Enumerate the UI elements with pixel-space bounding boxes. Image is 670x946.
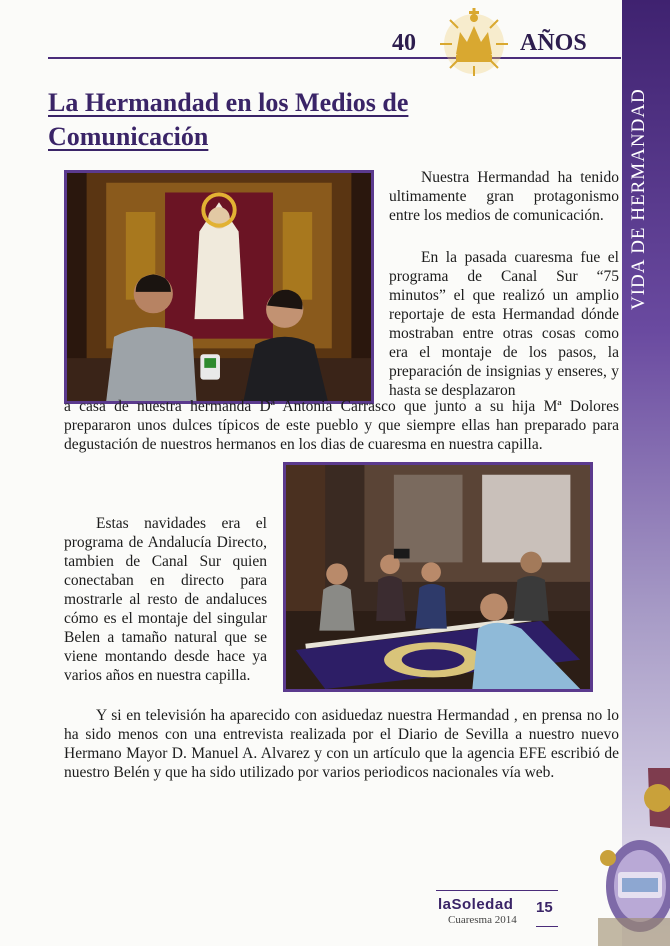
magazine-brand: laSoledad bbox=[438, 896, 514, 913]
footer-rule bbox=[436, 890, 558, 891]
paragraph-press: Y si en televisión ha aparecido con asiduedaz nuestra Hermandad , en prensa no lo ha sido menos con una entrevista realizada por el Diario de Sevilla a nuestro nuevo Hermano Mayor D. Manuel A. Alvarez y con un artículo que la agencia EFE escribió de nuestro Belén y que ha sido utilizado por varios periodicos nacionales vía web. bbox=[64, 707, 619, 781]
header-years-word: AÑOS bbox=[520, 30, 587, 56]
interview-photo bbox=[64, 170, 374, 404]
article-title: La Hermandad en los Medios de Comunicación bbox=[48, 88, 409, 151]
nativity-filming-photo bbox=[283, 462, 593, 692]
page-number: 15 bbox=[536, 899, 553, 916]
header-rule bbox=[48, 57, 621, 59]
paragraph-canal-sur-cont: a casa de nuestra hermanda Dª Antonia Carrasco que junto a su hija Mª Dolores prepararon unos dulces típicos de este pueblo y que siempre ellas han preparado para degustación de nuestros hermanos en los dias de cuaresma en nuestra capilla. bbox=[64, 398, 619, 453]
crown-icon bbox=[432, 4, 516, 76]
issue-label: Cuaresma 2014 bbox=[448, 914, 517, 926]
paragraph-canal-sur: En la pasada cuaresma fue el programa de Canal Sur “75 minutos” el que realizó un amplio reportaje de esta Hermandad dónde mostraban entre otras cosas como era el montaje de los pasos, la preparación de insignias y enseres, y hasta se desplazaron bbox=[389, 249, 619, 399]
paragraph-andalucia-directo: Estas navidades era el programa de Andalucía Directo, tambien de Canal Sur quien conectaban en directo para mostrarle al resto de andaluces cómo es el montaje del singular Belen a tamaño natural que se viene montando desde hace ya varios años en nuestra capilla. bbox=[64, 515, 267, 684]
header-years-number: 40 bbox=[392, 30, 416, 56]
paragraph-intro: Nuestra Hermandad ha tenido ultimamente gran protagonismo entre los medios de comunicación. bbox=[389, 169, 619, 224]
crest-emblem-icon bbox=[578, 768, 670, 946]
section-label: VIDA DE HERMANDAD bbox=[628, 88, 649, 310]
page-number-rule bbox=[536, 926, 558, 927]
